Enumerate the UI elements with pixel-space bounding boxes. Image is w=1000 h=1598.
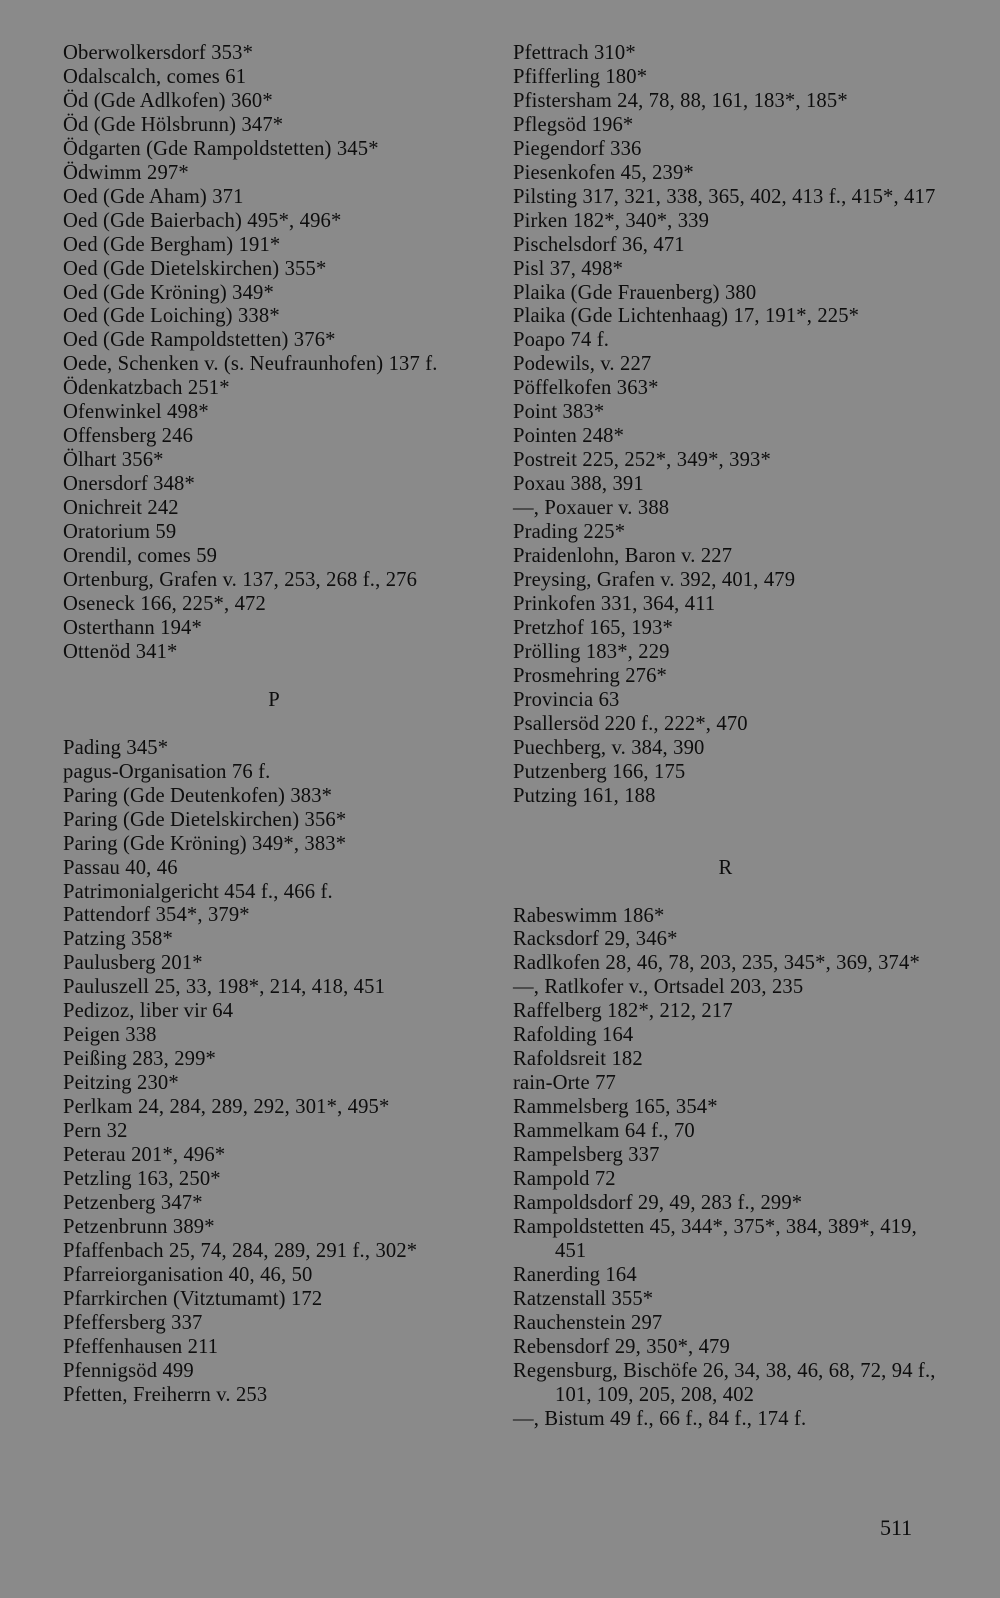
index-entry: Peigen 338: [63, 1024, 157, 1047]
index-entry: Praidenlohn, Baron v. 227: [513, 545, 733, 568]
index-entry: Oed (Gde Bergham) 191*: [63, 233, 281, 256]
index-entry: Oed (Gde Aham) 371: [63, 185, 244, 208]
index-entry: Ortenburg, Grafen v. 137, 253, 268 f., 276: [63, 568, 418, 591]
index-entry: —, Poxauer v. 388: [513, 497, 670, 520]
index-entry: Pfetten, Freiherrn v. 253: [63, 1383, 268, 1406]
index-entry: Putzing 161, 188: [513, 784, 656, 807]
index-entry: pagus-Organisation 76 f.: [63, 760, 271, 783]
index-entry: Ranerding 164: [513, 1263, 637, 1286]
index-entry: Pisl 37, 498*: [513, 257, 624, 280]
index-entry: Pilsting 317, 321, 338, 365, 402, 413 f., 415*, 417: [513, 185, 936, 208]
index-entry: Regensburg, Bischöfe 26, 34, 38, 46, 68, 72, 94 f., 101, 109, 205, 208, 402: [513, 1359, 936, 1406]
index-entry: —, Bistum 49 f., 66 f., 84 f., 174 f.: [513, 1407, 807, 1430]
index-entry: Pedizoz, liber vir 64: [63, 1000, 234, 1023]
index-entry: Patrimonialgericht 454 f., 466 f.: [63, 880, 333, 903]
index-entry: Rammelsberg 165, 354*: [513, 1096, 718, 1119]
index-entry: Petzenberg 347*: [63, 1191, 203, 1214]
index-entry: Pfifferling 180*: [513, 65, 648, 88]
index-entry: Offensberg 246: [63, 425, 194, 448]
page-number: 511: [880, 1515, 913, 1540]
index-entry: Petzenbrunn 389*: [63, 1215, 215, 1238]
index-entry: Perlkam 24, 284, 289, 292, 301*, 495*: [63, 1096, 390, 1119]
index-entry: Racksdorf 29, 346*: [513, 928, 678, 951]
index-entry: Prading 225*: [513, 521, 626, 544]
index-entry: Plaika (Gde Frauenberg) 380: [513, 281, 757, 304]
index-entry: Oed (Gde Loiching) 338*: [63, 305, 280, 328]
index-entry: Raffelberg 182*, 212, 217: [513, 1000, 733, 1023]
index-entry: Ödwimm 297*: [63, 161, 189, 184]
index-entry: Pfeffenhausen 211: [63, 1335, 219, 1358]
section-letter-p: P: [268, 688, 280, 711]
index-entry: Rabeswimm 186*: [513, 904, 665, 927]
index-entry: Passau 40, 46: [63, 856, 178, 879]
index-entry: Paring (Gde Deutenkofen) 383*: [63, 784, 333, 807]
index-entry: Poapo 74 f.: [513, 329, 610, 352]
index-entry: Point 383*: [513, 401, 605, 424]
index-entry: Prölling 183*, 229: [513, 640, 670, 663]
index-entry: Ölhart 356*: [63, 449, 164, 472]
index-entry: Prinkofen 331, 364, 411: [513, 592, 716, 615]
index-entry: Putzenberg 166, 175: [513, 760, 686, 783]
index-entry: Rampoldstetten 45, 344*, 375*, 384, 389*, 419, 451: [513, 1215, 917, 1262]
index-entry: Piegendorf 336: [513, 137, 642, 160]
index-entry: Oberwolkersdorf 353*: [63, 42, 254, 64]
index-entry: Peißing 283, 299*: [63, 1048, 217, 1071]
index-entry: Provincia 63: [513, 688, 620, 711]
index-entry: Rampoldsdorf 29, 49, 283 f., 299*: [513, 1191, 803, 1214]
index-entry: Rafoldsreit 182: [513, 1048, 643, 1071]
index-entry: Pfistersham 24, 78, 88, 161, 183*, 185*: [513, 89, 848, 112]
index-entry: Petzling 163, 250*: [63, 1167, 221, 1190]
index-entry: Pfettrach 310*: [513, 42, 636, 64]
index-list-o: [63, 42, 485, 665]
index-entry: Puechberg, v. 384, 390: [513, 736, 705, 759]
index-entry: Oede, Schenken v. (s. Neufraunhofen) 137 f.: [63, 353, 438, 376]
index-entry: Rammelkam 64 f., 70: [513, 1120, 695, 1143]
index-entry: Peterau 201*, 496*: [63, 1143, 226, 1166]
index-entry: rain-Orte 77: [513, 1072, 617, 1095]
index-entry: Pfarreiorganisation 40, 46, 50: [63, 1263, 313, 1286]
index-entry: Orendil, comes 59: [63, 545, 218, 568]
index-entry: Podewils, v. 227: [513, 353, 652, 376]
index-entry: Pauluszell 25, 33, 198*, 214, 418, 451: [63, 976, 386, 999]
index-entry: Pattendorf 354*, 379*: [63, 904, 250, 927]
index-entry: Onichreit 242: [63, 497, 179, 520]
index-entry: Postreit 225, 252*, 349*, 393*: [513, 449, 771, 472]
index-entry: Oratorium 59: [63, 521, 177, 544]
index-entry: Osterthann 194*: [63, 616, 202, 639]
index-entry: Oseneck 166, 225*, 472: [63, 592, 266, 615]
index-entry: Onersdorf 348*: [63, 473, 195, 496]
index-entry: Rampelsberg 337: [513, 1144, 660, 1167]
section-letter-r: R: [718, 856, 733, 879]
index-entry: Odalscalch, comes 61: [63, 65, 247, 88]
index-entry: Oed (Gde Dietelskirchen) 355*: [63, 257, 327, 280]
index-entry: Preysing, Grafen v. 392, 401, 479: [513, 568, 796, 591]
index-entry: Ofenwinkel 498*: [63, 401, 209, 424]
index-entry: Paulusberg 201*: [63, 952, 203, 975]
index-entry: Pfaffenbach 25, 74, 284, 289, 291 f., 302*: [63, 1239, 418, 1262]
index-list-r: [513, 905, 938, 1432]
index-entry: Pfennigsöd 499: [63, 1359, 194, 1382]
index-entry: Pfarrkirchen (Vitztumamt) 172: [63, 1287, 323, 1310]
index-entry: Oed (Gde Rampoldstetten) 376*: [63, 329, 336, 352]
index-entry: Psallersöd 220 f., 222*, 470: [513, 712, 748, 735]
index-entry: Pflegsöd 196*: [513, 113, 634, 136]
index-entry: Rauchenstein 297: [513, 1311, 663, 1334]
left-column: [63, 42, 485, 1407]
index-entry: Ottenöd 341*: [63, 640, 178, 663]
index-entry: Öd (Gde Adlkofen) 360*: [63, 89, 273, 112]
index-entry: Rafolding 164: [513, 1024, 634, 1047]
index-entry: Plaika (Gde Lichtenhaag) 17, 191*, 225*: [513, 305, 860, 328]
right-column: [513, 42, 938, 1431]
index-entry: Pading 345*: [63, 736, 169, 759]
index-entry: Pointen 248*: [513, 425, 625, 448]
index-entry: Pöffelkofen 363*: [513, 377, 659, 400]
index-entry: Öd (Gde Hölsbrunn) 347*: [63, 113, 284, 136]
index-entry: Poxau 388, 391: [513, 473, 644, 496]
index-entry: Radlkofen 28, 46, 78, 203, 235, 345*, 369, 374*: [513, 952, 920, 975]
index-entry: Rebensdorf 29, 350*, 479: [513, 1335, 730, 1358]
index-entry: —, Ratlkofer v., Ortsadel 203, 235: [513, 976, 804, 999]
index-entry: Prosmehring 276*: [513, 664, 667, 687]
index-entry: Pischelsdorf 36, 471: [513, 233, 685, 256]
index-entry: Rampold 72: [513, 1167, 616, 1190]
index-entry: Ödgarten (Gde Rampoldstetten) 345*: [63, 137, 379, 160]
index-entry: Oed (Gde Baierbach) 495*, 496*: [63, 209, 342, 232]
index-entry: Ödenkatzbach 251*: [63, 377, 230, 400]
index-entry: Paring (Gde Dietelskirchen) 356*: [63, 808, 347, 831]
index-list-p-right: [513, 42, 938, 809]
index-entry: Oed (Gde Kröning) 349*: [63, 281, 274, 304]
index-entry: Patzing 358*: [63, 928, 173, 951]
index-entry: Peitzing 230*: [63, 1072, 179, 1095]
index-entry: Piesenkofen 45, 239*: [513, 161, 694, 184]
index-entry: Pfeffersberg 337: [63, 1311, 203, 1334]
index-entry: Pern 32: [63, 1120, 128, 1143]
index-entry: Ratzenstall 355*: [513, 1287, 654, 1310]
index-entry: Pirken 182*, 340*, 339: [513, 209, 710, 232]
index-entry: Paring (Gde Kröning) 349*, 383*: [63, 832, 347, 855]
index-list-p-left: [63, 737, 485, 1408]
index-entry: Pretzhof 165, 193*: [513, 616, 673, 639]
